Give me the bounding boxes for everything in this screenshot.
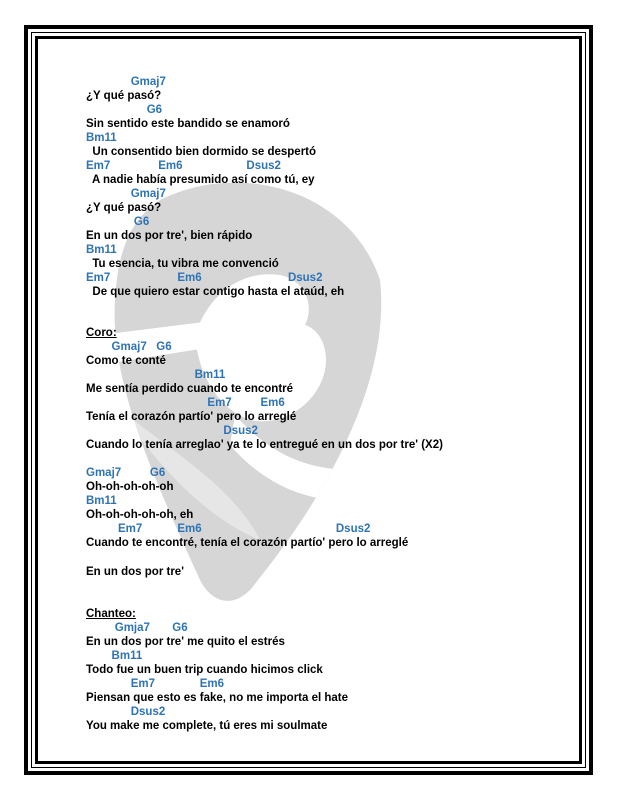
chord-line: Em7 Em6 Dsus2 xyxy=(86,272,323,284)
chord-line: Gmaj7 xyxy=(86,188,166,200)
section-heading: Coro: xyxy=(86,327,117,339)
section-heading: Chanteo: xyxy=(86,608,136,620)
lyric-line: Me sentía perdido cuando te encontré xyxy=(86,383,294,395)
chord-line: Bm11 xyxy=(86,495,117,507)
lyric-line: ¿Y qué pasó? xyxy=(86,202,162,214)
chord-line: Gmaj7 G6 xyxy=(86,467,166,479)
lyric-line: Tenía el corazón partío' pero lo arreglé xyxy=(86,411,297,423)
chord-line: Bm11 xyxy=(86,650,143,662)
lyric-line: Cuando te encontré, tenía el corazón partío' pero lo arreglé xyxy=(86,537,409,549)
chord-line: Bm11 xyxy=(86,369,226,381)
lyric-line: Cuando lo tenía arreglao' ya te lo entregué en un dos por tre' (X2) xyxy=(86,439,443,451)
chord-line: Gmaj7 G6 xyxy=(86,341,172,353)
chord-line: Dsus2 xyxy=(86,706,166,718)
lyric-line: Todo fue un buen trip cuando hicimos click xyxy=(86,664,323,676)
chord-line: Bm11 xyxy=(86,132,117,144)
chord-line: G6 xyxy=(86,104,163,116)
chord-line: Em7 Em6 xyxy=(86,678,225,690)
chord-line: Gmaj7 xyxy=(86,76,166,88)
lyric-line: ¿Y qué pasó? xyxy=(86,90,162,102)
lyric-line: Un consentido bien dormido se despertó xyxy=(86,146,317,158)
lyric-line: Tu esencia, tu vibra me convenció xyxy=(86,258,279,270)
lyric-line: Piensan que esto es fake, no me importa el hate xyxy=(86,692,349,704)
lyric-line: En un dos por tre' xyxy=(86,566,184,578)
chord-line: Em7 Em6 Dsus2 xyxy=(86,523,371,535)
chord-line: Bm11 xyxy=(86,244,117,256)
lyric-line: Oh-oh-oh-oh-oh, eh xyxy=(86,509,194,521)
chord-line: Dsus2 xyxy=(86,425,258,437)
lyric-line: Como te conté xyxy=(86,355,166,367)
lyric-line: You make me complete, tú eres mi soulmate xyxy=(86,720,328,732)
chord-line: Em7 Em6 Dsus2 xyxy=(86,160,281,172)
lyric-line: En un dos por tre', bien rápido xyxy=(86,230,253,242)
chord-line: G6 xyxy=(86,216,150,228)
chord-line: Gmja7 G6 xyxy=(86,622,188,634)
lyric-line: En un dos por tre' me quito el estrés xyxy=(86,636,285,648)
lyric-line: Oh-oh-oh-oh-oh xyxy=(86,481,174,493)
chord-line: Em7 Em6 xyxy=(86,397,285,409)
lyric-line: A nadie había presumido así como tú, ey xyxy=(86,174,315,186)
lyric-line: De que quiero estar contigo hasta el ataúd, eh xyxy=(86,286,345,298)
lyric-line: Sin sentido este bandido se enamoró xyxy=(86,118,290,130)
